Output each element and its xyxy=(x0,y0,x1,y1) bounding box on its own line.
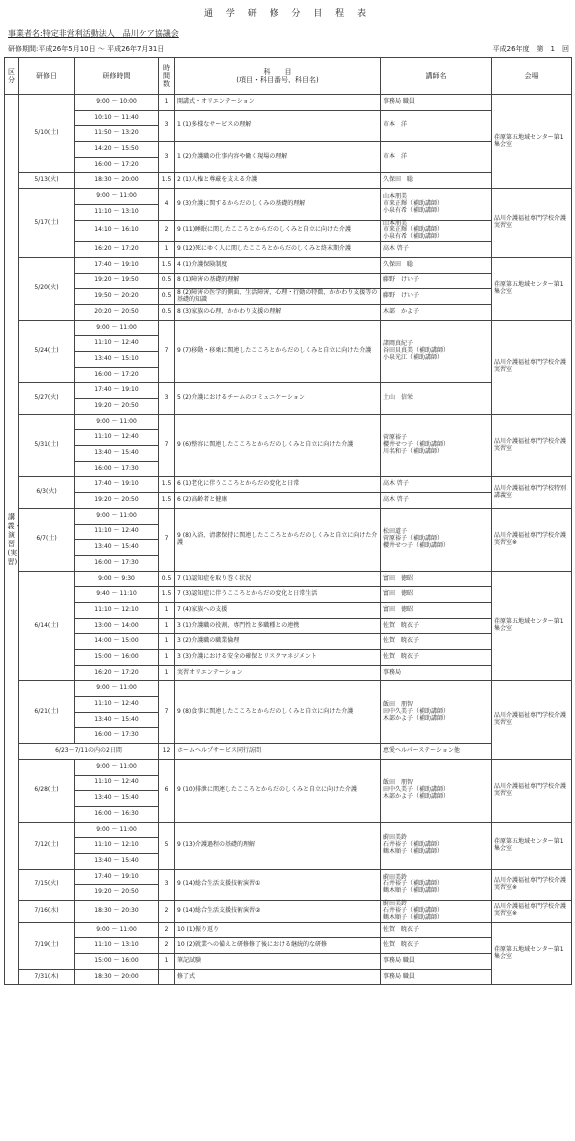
instructor-cell: 高木 啓子 xyxy=(381,242,492,258)
date-cell: 6/3(火) xyxy=(19,477,75,508)
subject-cell: 8 (2)障害の医学的側面、生活障害、心理・行動の特徴、かかわり支援等の基礎的知識 xyxy=(175,289,381,305)
time-cell: 9:00 ～ 11:00 xyxy=(75,922,159,938)
table-row xyxy=(5,273,572,289)
subject-cell: 9 (8)入浴、清潔保持に関連したこころとからだのしくみと自立に向けた介護 xyxy=(175,508,381,571)
instructor-cell: 市本 洋 xyxy=(381,110,492,141)
table-row xyxy=(5,320,572,336)
hours-cell: 1.5 xyxy=(159,493,175,509)
subject-header: 科 目 (項目・科目番号、科目名) xyxy=(175,58,381,95)
time-cell: 19:20 ～ 20:50 xyxy=(75,885,159,901)
instructor-cell: 富田 徳昭 xyxy=(381,571,492,587)
subject-cell: 3 (3)介護における安全の確保とリスクマネジメント xyxy=(175,650,381,666)
hours-cell: 0.5 xyxy=(159,304,175,320)
table-row xyxy=(5,289,572,305)
subject-cell: 3 (1)介護職の役割、専門性と多職種との連携 xyxy=(175,618,381,634)
subject-cell: 8 (1)障害の基礎的理解 xyxy=(175,273,381,289)
instructor-cell: 事務局 職員 xyxy=(381,969,492,985)
table-row xyxy=(5,142,572,158)
hours-cell: 2 xyxy=(159,922,175,938)
subject-cell: 9 (14)総合生活支援技術演習② xyxy=(175,901,381,923)
table-row xyxy=(5,304,572,320)
table-row xyxy=(5,110,572,126)
venue-cell: 荏原第五地域センター第1集会室 xyxy=(492,571,572,681)
date-cell: 7/16(水) xyxy=(19,901,75,923)
time-cell: 20:20 ～ 20:50 xyxy=(75,304,159,320)
time-cell: 17:40 ～ 19:10 xyxy=(75,477,159,493)
venue-cell: 品川介護福祉専門学校介護実習室 xyxy=(492,759,572,822)
page-title: 通 学 研 修 分 目 程 表 xyxy=(203,9,372,19)
venue-cell: 品川介護福祉専門学校介護実習室※ xyxy=(492,869,572,900)
instructor-cell: 蔚田美鈴 石井裕子（補助講師） 鶴木順子（補助講師） xyxy=(381,869,492,900)
subject-cell: 7 (4)家族への支援 xyxy=(175,602,381,618)
hours-cell: 7 xyxy=(159,508,175,571)
table-row xyxy=(5,822,572,838)
hours-cell: 1.5 xyxy=(159,257,175,273)
hours-cell: 7 xyxy=(159,320,175,383)
instructor-cell: 山本朋美 市来正輝（補助講師） 小泉有希（補助講師） xyxy=(381,189,492,220)
time-cell: 16:00 ～ 17:30 xyxy=(75,555,159,571)
subject-cell: 5 (2)介護におけるチームのコミュニケーション xyxy=(175,383,381,414)
hours-cell: 1 xyxy=(159,665,175,681)
time-cell: 13:40 ～ 15:10 xyxy=(75,351,159,367)
subject-cell: 9 (7)移動・移乗に関連したこころとからだのしくみと自立に向けた介護 xyxy=(175,320,381,383)
time-cell: 11:10 ～ 13:10 xyxy=(75,204,159,220)
venue-cell: 荏原第五地域センター第1集会室 xyxy=(492,95,572,189)
instructor-cell: 諸岡真紀子 谷田貝真美（補助講師） 小泉光江（補助講師） xyxy=(381,320,492,383)
subject-cell: 9 (14)総合生活支援技術演習① xyxy=(175,869,381,900)
subject-cell: 筆記試験 xyxy=(175,954,381,970)
venue-cell: 品川介護福祉専門学校介護実習室 xyxy=(492,320,572,414)
subject-cell: 9 (10)排泄に関連したこころとからだのしくみと自立に向けた介護 xyxy=(175,759,381,822)
date-header: 研修日 xyxy=(19,58,75,95)
hours-cell: 2 xyxy=(159,220,175,242)
table-row xyxy=(5,95,572,111)
venue-header: 会場 xyxy=(492,58,572,95)
instructor-cell: 市本 洋 xyxy=(381,142,492,173)
instructor-cell: 富田 徳昭 xyxy=(381,587,492,603)
subject-cell: 10 (1)振り返り xyxy=(175,922,381,938)
hours-cell: 7 xyxy=(159,414,175,477)
table-row xyxy=(5,173,572,189)
instructor-cell: 蔚田美鈴 石井裕子（補助講師） 鶴木順子（補助講師） xyxy=(381,822,492,869)
time-cell: 19:20 ～ 19:50 xyxy=(75,273,159,289)
subject-cell: 2 (1)人権と尊厳を支える介護 xyxy=(175,173,381,189)
time-cell: 14:10 ～ 16:10 xyxy=(75,220,159,242)
subject-cell: 9 (8)食事に関連したこころとからだのしくみと自立に向けた介護 xyxy=(175,681,381,744)
time-cell: 19:20 ～ 20:50 xyxy=(75,399,159,415)
time-cell: 9:00 ～ 11:00 xyxy=(75,759,159,775)
subject-cell: ホームヘルプサービス同行訪問 xyxy=(175,744,381,760)
hours-cell: 12 xyxy=(159,744,175,760)
time-cell: 13:40 ～ 15:40 xyxy=(75,540,159,556)
time-cell: 16:00 ～ 17:20 xyxy=(75,367,159,383)
instructor-cell: 木部 かよ子 xyxy=(381,304,492,320)
time-cell: 15:00 ～ 16:00 xyxy=(75,954,159,970)
hours-cell xyxy=(159,969,175,985)
subject-cell: 6 (2)高齢者と健康 xyxy=(175,493,381,509)
hours-cell: 1.5 xyxy=(159,173,175,189)
instructor-cell: 菅原裕子 櫻井せつ子（補助講師） 川名和子（補助講師） xyxy=(381,414,492,477)
instructor-cell: 事務局 職員 xyxy=(381,95,492,111)
hours-cell: 1 xyxy=(159,602,175,618)
instructor-cell: 事務局 xyxy=(381,665,492,681)
subject-cell: 3 (2)介護職の職業倫理 xyxy=(175,634,381,650)
date-cell: 5/20(火) xyxy=(19,257,75,320)
time-cell: 11:10 ～ 12:10 xyxy=(75,838,159,854)
instructor-cell: 久保田 聡 xyxy=(381,257,492,273)
hours-cell: 1 xyxy=(159,242,175,258)
table-row xyxy=(5,189,572,205)
organization-name: 事業者名:特定非営利活動法人 品川ケア協議会 xyxy=(8,29,179,38)
date-cell: 5/27(火) xyxy=(19,383,75,414)
kubun-cell xyxy=(5,95,22,985)
instructor-cell: 佐賀 暁衣子 xyxy=(381,634,492,650)
hours-cell: 0.5 xyxy=(159,571,175,587)
venue-cell: 荏原第五地域センター第1集会室 xyxy=(492,922,572,985)
hours-cell: 3 xyxy=(159,383,175,414)
table-row xyxy=(5,650,572,666)
venue-cell: 品川介護福祉専門学校介護実習室※ xyxy=(492,901,572,923)
time-cell: 9:00 ～ 11:00 xyxy=(75,508,159,524)
table-row xyxy=(5,954,572,970)
instructor-cell: 土山 信栄 xyxy=(381,383,492,414)
instructor-cell: 佐賀 暁衣子 xyxy=(381,922,492,938)
time-cell: 9:00 ～ 10:00 xyxy=(75,95,159,111)
table-row xyxy=(5,508,572,524)
instructor-cell: 佐賀 暁衣子 xyxy=(381,618,492,634)
table-row xyxy=(5,744,572,760)
table-row xyxy=(5,220,572,242)
table-row xyxy=(5,922,572,938)
venue-cell: 荏原第五地域センター第1集会室 xyxy=(492,822,572,869)
hours-cell: 1 xyxy=(159,618,175,634)
table-row xyxy=(5,759,572,775)
time-cell: 17:40 ～ 19:10 xyxy=(75,869,159,885)
hours-cell: 1 xyxy=(159,634,175,650)
hours-cell: 3 xyxy=(159,110,175,141)
instructor-cell: 久保田 聡 xyxy=(381,173,492,189)
time-cell: 19:50 ～ 20:20 xyxy=(75,289,159,305)
table-row xyxy=(5,634,572,650)
time-cell: 13:40 ～ 15:40 xyxy=(75,446,159,462)
time-cell: 9:00 ～ 9:30 xyxy=(75,571,159,587)
hours-cell: 2 xyxy=(159,901,175,923)
instructor-cell: 恵愛ヘルパーステーション他 xyxy=(381,744,492,760)
time-cell: 11:10 ～ 12:40 xyxy=(75,775,159,791)
schedule-table xyxy=(4,57,572,985)
time-cell: 18:30 ～ 20:00 xyxy=(75,173,159,189)
venue-cell: 品川介護福祉専門学校特別講義室 xyxy=(492,477,572,508)
hours-cell: 2 xyxy=(159,938,175,954)
time-cell: 9:00 ～ 11:00 xyxy=(75,320,159,336)
time-cell: 16:20 ～ 17:20 xyxy=(75,665,159,681)
venue-cell: 品川介護福祉専門学校介護実習室※ xyxy=(492,508,572,571)
subject-cell: 実習オリエンテーション xyxy=(175,665,381,681)
date-cell: 6/28(土) xyxy=(19,759,75,822)
time-cell: 17:40 ～ 19:10 xyxy=(75,383,159,399)
subject-cell: 9 (3)介護に関するからだのしくみの基礎的理解 xyxy=(175,189,381,220)
subject-cell: 7 (3)認知症に伴うこころとからだの変化と日常生活 xyxy=(175,587,381,603)
training-period: 研修期間:平成26年5月10日 ～ 平成26年7月31日 xyxy=(8,45,165,53)
date-cell: 5/10(土) xyxy=(19,95,75,173)
hours-cell: 1 xyxy=(159,95,175,111)
subject-cell: 9 (12)死にゆく人に関したこころとからだのしくみと終末期介護 xyxy=(175,242,381,258)
instructor-cell: 佐賀 暁衣子 xyxy=(381,650,492,666)
instructor-cell: 藤野 けい子 xyxy=(381,273,492,289)
time-cell: 9:00 ～ 11:00 xyxy=(75,189,159,205)
instructor-cell: 高木 啓子 xyxy=(381,493,492,509)
instructor-cell: 松田道子 菅原裕子（補助講師） 櫻井せつ子（補助講師） xyxy=(381,508,492,571)
time-cell: 16:20 ～ 17:20 xyxy=(75,242,159,258)
instructor-header: 講師名 xyxy=(381,58,492,95)
table-row xyxy=(5,571,572,587)
hours-cell: 1.5 xyxy=(159,477,175,493)
table-row xyxy=(5,257,572,273)
time-cell: 9:40 ～ 11:10 xyxy=(75,587,159,603)
time-cell: 13:40 ～ 15:40 xyxy=(75,853,159,869)
hours-cell: 6 xyxy=(159,759,175,822)
time-cell: 11:10 ～ 12:40 xyxy=(75,430,159,446)
instructor-cell: 飯田 朋智 田中久美子（補助講師） 木部かよ子（補助講師） xyxy=(381,759,492,822)
time-cell: 19:20 ～ 20:50 xyxy=(75,493,159,509)
hours-cell: 0.5 xyxy=(159,273,175,289)
subject-cell: 10 (2)就業への備えと研修修了後における継続的な研修 xyxy=(175,938,381,954)
subject-cell: 7 (1)認知症を取り巻く状況 xyxy=(175,571,381,587)
time-cell: 18:30 ～ 20:30 xyxy=(75,901,159,923)
venue-cell: 品川介護福祉専門学校介護実習室 xyxy=(492,189,572,258)
venue-cell: 荏原第五地域センター第1集会室 xyxy=(492,257,572,320)
date-cell: 5/17(土) xyxy=(19,189,75,258)
subject-cell: 1 (1)多様なサービスの理解 xyxy=(175,110,381,141)
subject-cell: 開講式・オリエンテーション xyxy=(175,95,381,111)
hours-cell: 3 xyxy=(159,142,175,173)
date-cell: 6/7(土) xyxy=(19,508,75,571)
table-row xyxy=(5,477,572,493)
time-cell: 16:00 ～ 17:20 xyxy=(75,157,159,173)
time-cell: 10:10 ～ 11:40 xyxy=(75,110,159,126)
table-row xyxy=(5,665,572,681)
table-row xyxy=(5,618,572,634)
time-cell: 9:00 ～ 11:00 xyxy=(75,822,159,838)
time-cell: 17:40 ～ 19:10 xyxy=(75,257,159,273)
time-cell: 13:00 ～ 14:00 xyxy=(75,618,159,634)
venue-cell: 品川介護福祉専門学校介護実習室 xyxy=(492,414,572,477)
instructor-cell: 蔚田美鈴 石井裕子（補助講師） 鶴木順子（補助講師） xyxy=(381,901,492,923)
instructor-cell: 飯田 朋智 田中久美子（補助講師） 木部かよ子（補助講師） xyxy=(381,681,492,744)
hours-header: 時間数 xyxy=(159,58,175,95)
table-row xyxy=(5,383,572,399)
table-row xyxy=(5,681,572,697)
table-header-row xyxy=(5,58,572,95)
instructor-cell: 富田 徳昭 xyxy=(381,602,492,618)
kubun-label: 講義・演習(実習) xyxy=(7,512,22,566)
date-cell: 7/12(土) xyxy=(19,822,75,869)
time-cell: 11:10 ～ 12:10 xyxy=(75,602,159,618)
table-row xyxy=(5,493,572,509)
time-cell: 9:00 ～ 11:00 xyxy=(75,414,159,430)
table-row xyxy=(5,869,572,885)
date-cell: 7/15(火) xyxy=(19,869,75,900)
time-cell: 14:00 ～ 15:00 xyxy=(75,634,159,650)
subject-cell: 修了式 xyxy=(175,969,381,985)
subject-cell: 9 (6)整容に関連したこころとからだのしくみと自立に向けた介護 xyxy=(175,414,381,477)
time-cell: 11:10 ～ 13:10 xyxy=(75,938,159,954)
hours-cell: 7 xyxy=(159,681,175,744)
time-cell: 16:00 ～ 17:30 xyxy=(75,461,159,477)
hours-cell: 1 xyxy=(159,650,175,666)
table-row xyxy=(5,901,572,923)
time-cell: 11:10 ～ 12:40 xyxy=(75,336,159,352)
date-cell: 5/31(土) xyxy=(19,414,75,477)
table-row xyxy=(5,602,572,618)
instructor-cell: 佐賀 暁衣子 xyxy=(381,938,492,954)
date-cell: 5/13(火) xyxy=(19,173,75,189)
date-cell: 6/14(土) xyxy=(19,571,75,681)
subject-cell: 4 (1)介護保険制度 xyxy=(175,257,381,273)
kubun-header: 区分 xyxy=(5,58,19,95)
time-cell: 14:20 ～ 15:50 xyxy=(75,142,159,158)
venue-cell: 品川介護福祉専門学校介護実習室 xyxy=(492,681,572,759)
time-cell: 11:10 ～ 12:40 xyxy=(75,524,159,540)
date-cell: 7/19(土) xyxy=(19,922,75,969)
instructor-cell: 高木 啓子 xyxy=(381,477,492,493)
time-cell: 15:00 ～ 16:00 xyxy=(75,650,159,666)
time-cell: 16:00 ～ 17:30 xyxy=(75,728,159,744)
table-row xyxy=(5,414,572,430)
table-row xyxy=(5,969,572,985)
hours-cell: 1 xyxy=(159,954,175,970)
table-row xyxy=(5,938,572,954)
fiscal-year: 平成26年度 第 1 回 xyxy=(492,45,569,53)
date-cell: 6/21(土) xyxy=(19,681,75,744)
time-cell: 11:10 ～ 12:40 xyxy=(75,697,159,713)
subject-cell: 8 (3)家族の心理、かかわり支援の理解 xyxy=(175,304,381,320)
date-cell: 7/31(木) xyxy=(19,969,75,985)
table-row xyxy=(5,587,572,603)
hours-cell: 4 xyxy=(159,189,175,220)
subject-cell: 1 (2)介護職の仕事内容や働く現場の理解 xyxy=(175,142,381,173)
instructor-cell: 藤野 けい子 xyxy=(381,289,492,305)
hours-cell: 1.5 xyxy=(159,587,175,603)
hours-cell: 0.5 xyxy=(159,289,175,305)
time-cell: 18:30 ～ 20:00 xyxy=(75,969,159,985)
time-cell: 9:00 ～ 11:00 xyxy=(75,681,159,697)
instructor-cell: 山本朋美 市来正輝（補助講師） 小泉有希（補助講師） xyxy=(381,220,492,242)
instructor-cell: 事務局 職員 xyxy=(381,954,492,970)
time-cell: 16:00 ～ 16:30 xyxy=(75,806,159,822)
table-row xyxy=(5,242,572,258)
subject-cell: 6 (1)老化に伴うこころとからだの変化と日常 xyxy=(175,477,381,493)
hours-cell: 3 xyxy=(159,869,175,900)
time-header: 研修時間 xyxy=(75,58,159,95)
time-cell: 13:40 ～ 15:40 xyxy=(75,791,159,807)
date-cell: 5/24(土) xyxy=(19,320,75,383)
hours-cell: 5 xyxy=(159,822,175,869)
subject-cell: 9 (13)介護過程の基礎的理解 xyxy=(175,822,381,869)
time-cell: 13:40 ～ 15:40 xyxy=(75,712,159,728)
subject-cell: 9 (11)睡眠に関したこころとからだのしくみと自立に向けた介護 xyxy=(175,220,381,242)
date-cell: 6/23～7/11の内の2日間 xyxy=(19,744,159,760)
time-cell: 11:50 ～ 13:20 xyxy=(75,126,159,142)
